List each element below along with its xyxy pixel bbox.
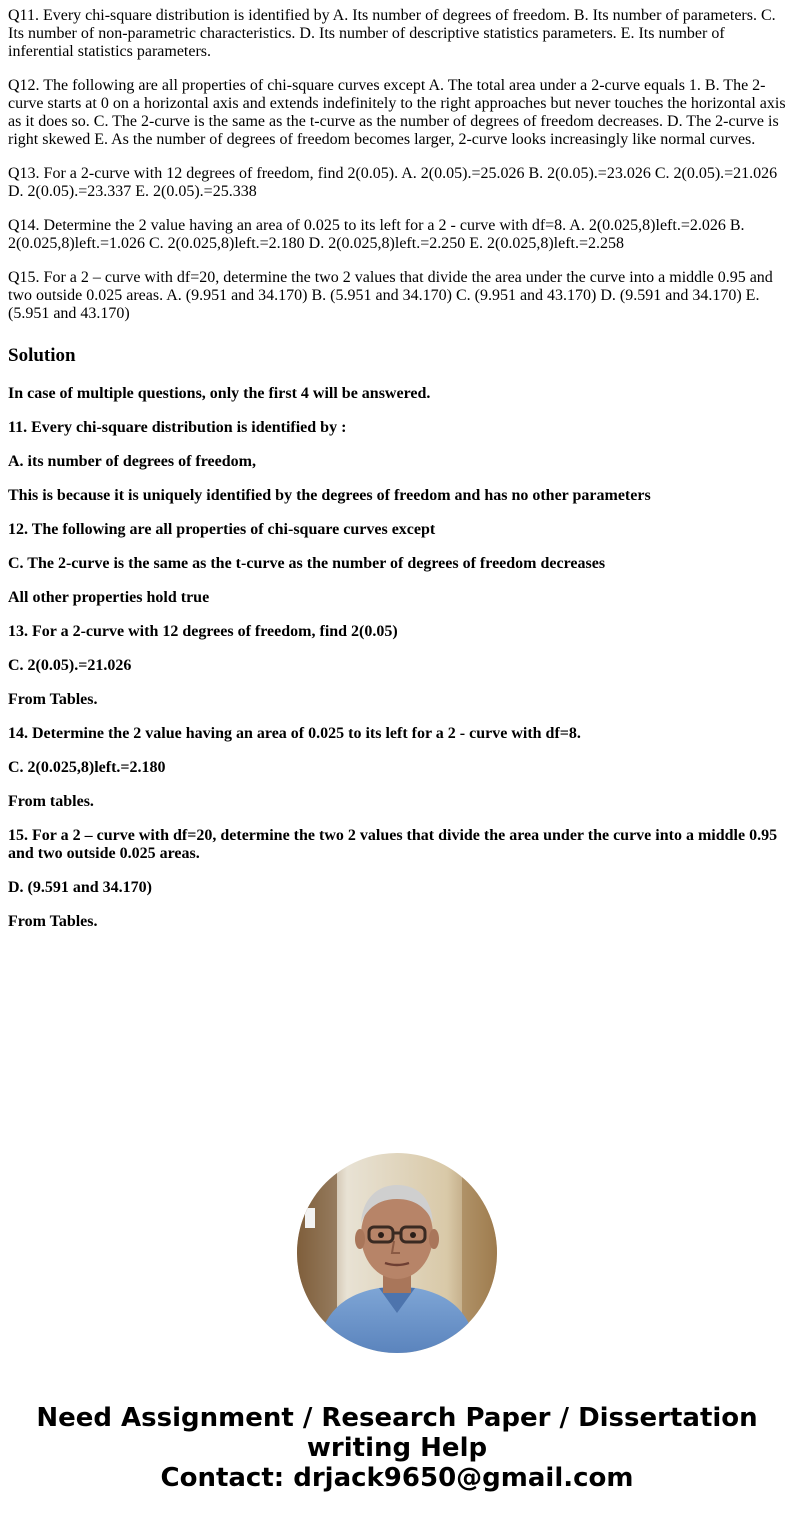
solution-section (8, 385, 786, 931)
question-q13: Q13. For a 2-curve with 12 degrees of freedom, find 2(0.05). A. 2(0.05).=25.026 B. 2(0.05).=23.026 C. 2(0.05).=21.026 D. 2(0.05).=23.337 E. 2(0.05).=25.338 (8, 165, 778, 200)
solution-line: 13. For a 2-curve with 12 degrees of freedom, find 2(0.05) (8, 623, 398, 640)
solution-heading: Solution (8, 345, 76, 366)
solution-note: In case of multiple questions, only the first 4 will be answered. (8, 385, 431, 402)
solution-line: C. 2(0.025,8)left.=2.180 (8, 759, 166, 776)
footer-line-writing-help: writing Help (306, 1433, 488, 1463)
question-q14: Q14. Determine the 2 value having an area of 0.025 to its left for a 2 - curve with df=8. A. 2(0.025,8)left.=2.026 B. 2(0.025,8)left.=1.026 C. 2(0.025,8)left.=2.180 D. 2(0.025,8)left.=2.250 E. 2(0.025,8)left.=2.258 (8, 217, 745, 252)
solution-line: From Tables. (8, 691, 98, 708)
question-q15: Q15. For a 2 – curve with df=20, determine the two 2 values that divide the area under the curve into a middle 0.95 and two outside 0.025 areas. A. (9.951 and 34.170) B. (5.951 and 34.170) C. (9.951 and 43.170) D. (9.591 and 34.170) E. (5.951 and 43.170) (8, 269, 773, 322)
solution-line: 12. The following are all properties of chi-square curves except (8, 521, 436, 538)
solution-line: From Tables. (8, 913, 98, 930)
tutor-avatar (297, 1153, 497, 1353)
solution-line: D. (9.591 and 34.170) (8, 879, 153, 896)
question-q11: Q11. Every chi-square distribution is identified by A. Its number of degrees of freedom. B. Its number of parameters. C. Its number of non-parametric characteristics. D. Its number of descriptive statistics parameters. E. Its number of inferential statistics parameters. (8, 7, 776, 60)
solution-line: All other properties hold true (8, 589, 210, 606)
solution-line: From tables. (8, 793, 94, 810)
solution-line: 14. Determine the 2 value having an area of 0.025 to its left for a 2 - curve with df=8. (8, 725, 581, 742)
solution-line: This is because it is uniquely identified by the degrees of freedom and has no other parameters (8, 487, 651, 504)
solution-line: C. The 2-curve is the same as the t-curve as the number of degrees of freedom decreases (8, 555, 606, 572)
solution-line: 11. Every chi-square distribution is identified by : (8, 419, 347, 436)
solution-line: C. 2(0.05).=21.026 (8, 657, 132, 674)
footer-contact-email: Contact: drjack9650@gmail.com (160, 1463, 634, 1493)
solution-line: A. its number of degrees of freedom, (8, 453, 256, 470)
solution-line: 15. For a 2 – curve with df=20, determine the two 2 values that divide the area under the curve into a middle 0.95 and two outside 0.025 areas. (8, 827, 778, 862)
question-q12: Q12. The following are all properties of chi-square curves except A. The total area under a 2-curve equals 1. B. The 2-curve starts at 0 on a horizontal axis and extends indefinitely to the right approaches but never touches the horizontal axis as it does so. C. The 2-curve is the same as the t-curve as the number of degrees of freedom decreases. D. The 2-curve is right skewed E. As the number of degrees of freedom becomes larger, 2-curve looks increasingly like normal curves. (8, 77, 786, 148)
footer-line-assignment: Need Assignment / Research Paper / Dissertation (36, 1403, 758, 1433)
contact-banner (0, 1403, 794, 1493)
document-body (8, 7, 786, 947)
tutor-portrait-image (297, 1153, 497, 1353)
